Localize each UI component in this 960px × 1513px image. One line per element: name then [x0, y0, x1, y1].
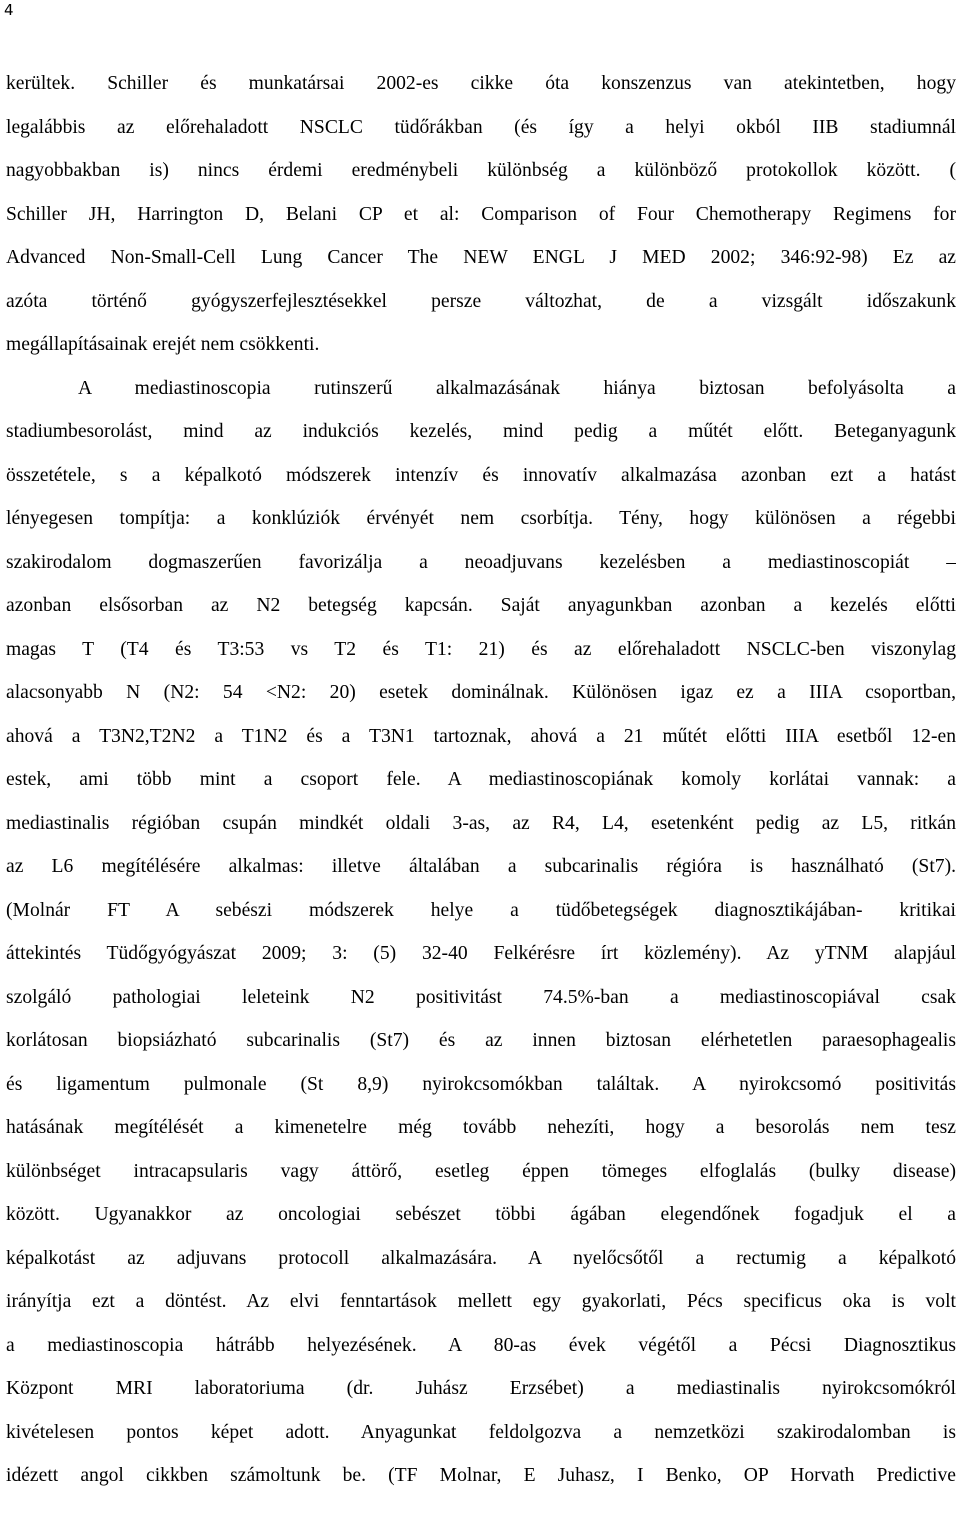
text-line: és ligamentum pulmonale (St 8,9) nyirokcsomókban találtak. A nyirokcsomó positivitás [6, 1073, 956, 1095]
text-line: Központ MRI laboratoriuma (dr. Juhász Erzsébet) a mediastinalis nyirokcsomókról [6, 1378, 956, 1399]
text-line: különbséget intracapsularis vagy áttörő, esetleg éppen tömeges elfoglalás (bulky disease) [6, 1160, 956, 1182]
text-line: korlátosan biopsiázható subcarinalis (St7) és az innen biztosan elérhetetlen paraesophagealis [6, 1030, 956, 1051]
text-line: képalkotást az adjuvans protocoll alkalmazására. A nyelőcsőtől a rectumig a képalkotó [6, 1247, 956, 1269]
text-line: mediastinalis régióban csupán mindkét oldali 3-as, az R4, L4, esetenként pedig az L5, ritkán [6, 812, 956, 834]
text-line: irányítja ezt a döntést. Az elvi fenntartások mellett egy gyakorlati, Pécs specificus oka is volt [6, 1291, 956, 1312]
text-line: azonban elsősorban az N2 betegség kapcsán. Saját anyagunkban azonban a kezelés előtti [6, 595, 956, 616]
text-line: Advanced Non-Small-Cell Lung Cancer The NEW ENGL J MED 2002; 346:92-98) Ez az [6, 247, 956, 268]
text-line: nagyobbakban is) nincs érdemi eredménybeli különbség a különböző protokollok között. ( [6, 160, 956, 181]
text-line: ahová a T3N2,T2N2 a T1N2 és a T3N1 tartoznak, ahová a 21 műtét előtti IIIA esetből 12-en [6, 725, 956, 747]
body-text [6, 62, 956, 1498]
text-line: legalábbis az előrehaladott NSCLC tüdőrákban (és így a helyi okból IIB stadiumnál [6, 116, 956, 138]
text-line: szolgáló pathologiai leleteink N2 positivitást 74.5%-ban a mediastinoscopiával csak [6, 986, 956, 1008]
text-line: azóta történő gyógyszerfejlesztésekkel persze változhat, de a vizsgált időszakunk [6, 290, 956, 312]
text-line: stadiumbesorolást, mind az indukciós kezelés, mind pedig a műtét előtt. Beteganyagunk [6, 421, 956, 442]
text-line: (Molnár FT A sebészi módszerek helye a tüdőbetegségek diagnosztikájában- kritikai [6, 899, 956, 921]
paragraph-1 [6, 62, 956, 367]
text-line: összetétele, s a képalkotó módszerek intenzív és innovatív alkalmazása azonban ezt a hatást [6, 464, 956, 486]
text-line: kerültek. Schiller és munkatársai 2002-es cikke óta konszenzus van atekintetben, hogy [6, 73, 956, 94]
text-line: hatásának megítélését a kimenetelre még tovább nehezíti, hogy a besorolás nem tesz [6, 1117, 956, 1138]
text-line: megállapításainak erejét nem csökkenti. [6, 334, 320, 355]
text-line: alacsonyabb N (N2: 54 <N2: 20) esetek dominálnak. Különösen igaz ez a IIIA csoportban, [6, 682, 956, 703]
text-line: Schiller JH, Harrington D, Belani CP et al: Comparison of Four Chemotherapy Regimens for [6, 203, 956, 225]
text-line: estek, ami több mint a csoport fele. A mediastinoscopiának komoly korlátai vannak: a [6, 769, 956, 790]
text-line: áttekintés Tüdőgyógyászat 2009; 3: (5) 32-40 Felkérésre írt közlemény). Az yTNM alapjául [6, 943, 956, 964]
text-line: A mediastinoscopia rutinszerű alkalmazásának hiánya biztosan befolyásolta a [78, 377, 956, 399]
text-line: között. Ugyanakkor az oncologiai sebészet többi ágában elegendőnek fogadjuk el a [6, 1204, 956, 1225]
page-number: 4 [4, 1, 14, 19]
paragraph-2 [6, 367, 956, 1498]
text-line: magas T (T4 és T3:53 vs T2 és T1: 21) és az előrehaladott NSCLC-ben viszonylag [6, 638, 956, 660]
text-line: lényegesen tompítja: a konklúziók érvényét nem csorbítja. Tény, hogy különösen a régebbi [6, 508, 956, 529]
text-line: idézett angol cikkben számoltunk be. (TF Molnar, E Juhasz, I Benko, OP Horvath Predictive [6, 1465, 956, 1486]
text-line: az L6 megítélésére alkalmas: illetve általában a subcarinalis régióra is használható (St7). [6, 856, 956, 877]
text-line: kivételesen pontos képet adott. Anyagunkat feldolgozva a nemzetközi szakirodalomban is [6, 1421, 956, 1443]
text-line: a mediastinoscopia hátrább helyezésének. A 80-as évek végétől a Pécsi Diagnosztikus [6, 1334, 956, 1356]
text-line: szakirodalom dogmaszerűen favorizálja a neoadjuvans kezelésben a mediastinoscopiát – [6, 551, 956, 573]
